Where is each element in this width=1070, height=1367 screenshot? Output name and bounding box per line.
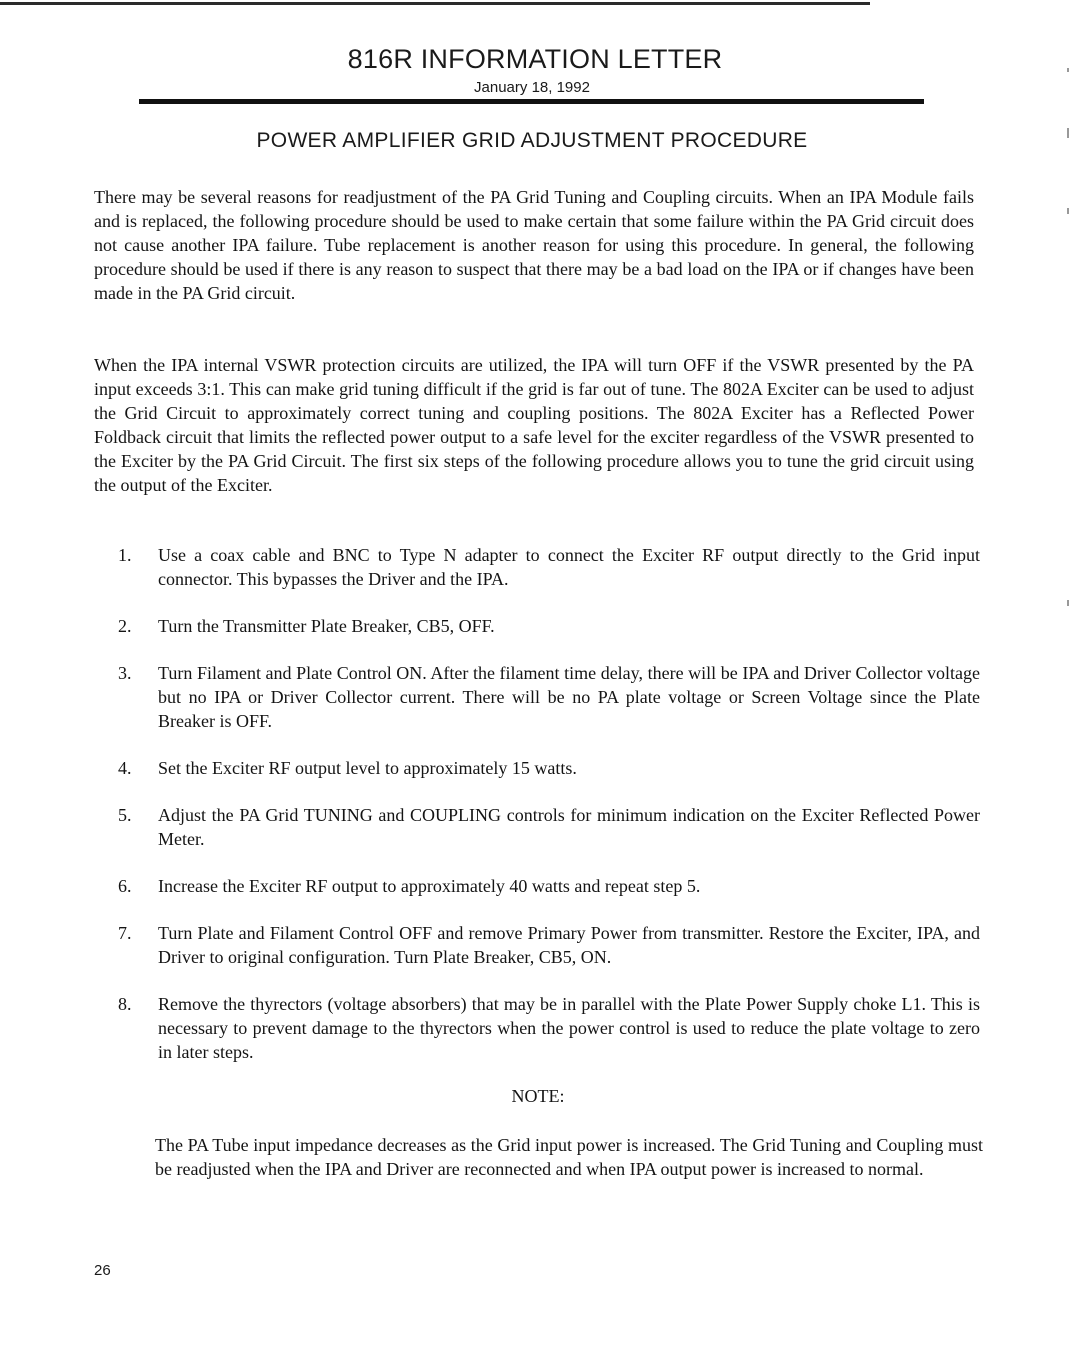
step-number: 5. — [118, 805, 132, 825]
step-text: Remove the thyrectors (voltage absorbers) that may be in parallel with the Plate Power Supply choke L1. This is necessary to prevent damage to the thyrectors when the power control is used to reduce the plate voltage to zero in later steps. — [158, 994, 980, 1062]
step-item — [118, 992, 980, 1064]
scan-edge-mark — [1067, 128, 1069, 138]
step-number: 4. — [118, 758, 132, 778]
page-number: 26 — [94, 1262, 111, 1279]
step-text: Turn the Transmitter Plate Breaker, CB5, OFF. — [158, 616, 495, 636]
step-number: 3. — [118, 663, 132, 683]
document-date: January 18, 1992 — [474, 79, 590, 96]
step-text: Increase the Exciter RF output to approximately 40 watts and repeat step 5. — [158, 876, 701, 896]
vswr-paragraph: When the IPA internal VSWR protection circuits are utilized, the IPA will turn OFF if the VSWR presented by the PA input exceeds 3:1. This can make grid tuning difficult if the grid is far out of tune. The 802A Exciter can be used to adjust the Grid Circuit to approximately correct tuning and coupling positions. The 802A Exciter has a Reflected Power Foldback circuit that limits the reflected power output to a safe level for the exciter regardless of the VSWR presented to the Exciter by the PA Grid Circuit. The first six steps of the following procedure allows you to tune the grid circuit using the output of the Exciter. — [94, 355, 974, 495]
step-item — [118, 614, 980, 638]
step-number: 2. — [118, 616, 132, 636]
document-title: 816R INFORMATION LETTER — [347, 44, 723, 74]
step-item — [118, 543, 980, 591]
step-text: Set the Exciter RF output level to approximately 15 watts. — [158, 758, 577, 778]
step-item — [118, 803, 980, 851]
step-item — [118, 921, 980, 969]
step-text: Use a coax cable and BNC to Type N adapter to connect the Exciter RF output directly to the Grid input connector. This bypasses the Driver and the IPA. — [158, 545, 980, 589]
step-text: Turn Filament and Plate Control ON. After the filament time delay, there will be IPA and Driver Collector voltage but no IPA or Driver Collector current. There will be no PA plate voltage or Screen Voltage since the Plate Breaker is OFF. — [158, 663, 980, 731]
step-item — [118, 874, 980, 898]
scan-edge-mark — [1067, 600, 1069, 606]
procedure-steps — [118, 543, 980, 1087]
top-edge-rule — [0, 2, 870, 5]
note-text: The PA Tube input impedance decreases as the Grid input power is increased. The Grid Tuning and Coupling must be readjusted when the IPA and Driver are reconnected and when IPA output power is increased to normal. — [155, 1135, 983, 1179]
scan-edge-mark — [1067, 208, 1069, 214]
step-text: Adjust the PA Grid TUNING and COUPLING controls for minimum indication on the Exciter Reflected Power Meter. — [158, 805, 980, 849]
step-item — [118, 756, 980, 780]
scan-edge-mark — [1067, 68, 1069, 72]
section-title: POWER AMPLIFIER GRID ADJUSTMENT PROCEDURE — [256, 129, 808, 152]
step-number: 8. — [118, 994, 132, 1014]
step-number: 7. — [118, 923, 132, 943]
step-text: Turn Plate and Filament Control OFF and remove Primary Power from transmitter. Restore the Exciter, IPA, and Driver to original configuration. Turn Plate Breaker, CB5, ON. — [158, 923, 980, 967]
intro-paragraph: There may be several reasons for readjustment of the PA Grid Tuning and Coupling circuits. When an IPA Module fails and is replaced, the following procedure should be used to make certain that some failure within the PA Grid circuit does not cause another IPA failure. Tube replacement is another reason for using this procedure. In general, the following procedure should be used if there is any reason to suspect that there may be a bad load on the IPA or if changes have been made in the PA Grid circuit. — [94, 187, 974, 303]
header-divider — [139, 99, 924, 104]
step-number: 1. — [118, 545, 132, 565]
note-heading: NOTE: — [511, 1086, 565, 1106]
step-item — [118, 661, 980, 733]
step-number: 6. — [118, 876, 132, 896]
